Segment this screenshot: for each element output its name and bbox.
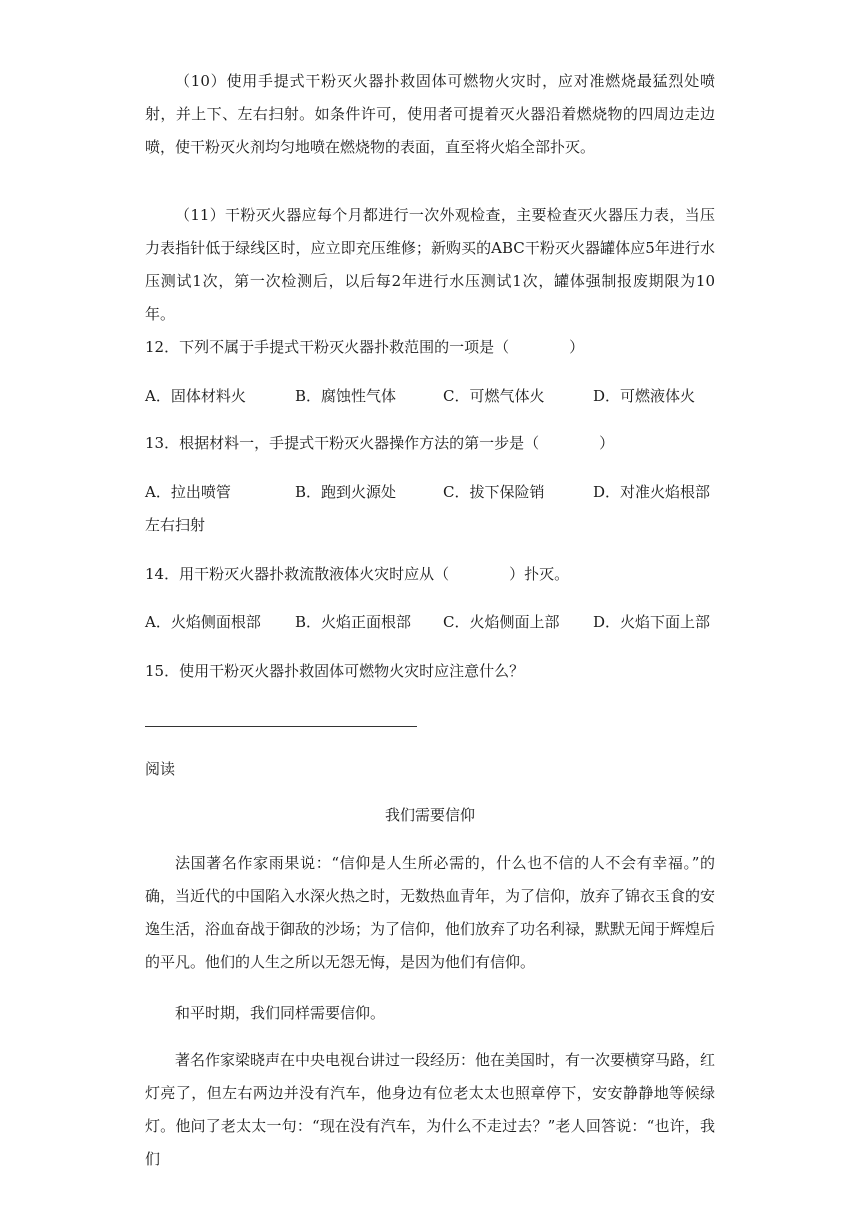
question-14-options	[145, 607, 725, 637]
question-13-options	[145, 477, 725, 507]
question-12-stem: 12．下列不属于手提式干粉灭火器扑救范围的一项是（ ）	[145, 338, 585, 356]
answer-blank-line[interactable]	[145, 726, 417, 727]
question-14-option-b[interactable]: B．火焰正面根部	[295, 613, 412, 631]
reading-paragraph-1: 法国著名作家雨果说：“信仰是人生所必需的，什么也不信的人不会有幸福。”的确，当近代的中国陷入水深火热之时，无数热血青年，为了信仰，放弃了锦衣玉食的安逸生活，浴血奋战于御敌的沙场；为了信仰，他们放弃了功名利禄，默默无闻于辉煌后的平凡。他们的人生之所以无怨无悔，是因为他们有信仰。	[145, 854, 716, 971]
reading-paragraph-3: 著名作家梁晓声在中央电视台讲过一段经历：他在美国时，有一次要横穿马路，红灯亮了，但左右两边并没有汽车，他身边有位老太太也照章停下，安安静静地等候绿灯。他问了老太太一句：“现在没有汽车，为什么不走过去？”老人回答说：“也许，我们	[145, 1051, 716, 1168]
question-13-option-c[interactable]: C．拔下保险销	[443, 483, 545, 501]
question-12-options	[145, 381, 725, 411]
reading-label: 阅读	[145, 760, 176, 778]
question-13-option-a[interactable]: A．拉出喷管	[145, 483, 231, 501]
question-12-option-b[interactable]: B．腐蚀性气体	[295, 387, 397, 405]
question-13-option-b[interactable]: B．跑到火源处	[295, 483, 397, 501]
question-14-option-a[interactable]: A．火焰侧面根部	[145, 613, 261, 631]
material-paragraph-11: （11）干粉灭火器应每个月都进行一次外观检查，主要检查灭火器压力表，当压力表指针低于绿线区时，应立即充压维修；新购买的ABC干粉灭火器罐体应5年进行水压测试1次，第一次检测后，以后每2年进行水压测试1次，罐体强制报废期限为10年。	[145, 206, 715, 323]
reading-paragraph-2: 和平时期，我们同样需要信仰。	[175, 1004, 386, 1022]
question-14-option-d[interactable]: D．火焰下面上部	[593, 613, 711, 631]
question-13-option-d[interactable]: D．对准火焰根部	[593, 483, 711, 501]
question-13-option-d-continued: 左右扫射	[145, 516, 206, 534]
question-12-option-a[interactable]: A．固体材料火	[145, 387, 246, 405]
reading-title: 我们需要信仰	[384, 806, 475, 824]
question-12-option-d[interactable]: D．可燃液体火	[593, 387, 696, 405]
question-15-stem: 15．使用干粉灭火器扑救固体可燃物火灾时应注意什么？	[145, 662, 525, 680]
question-12-option-c[interactable]: C．可燃气体火	[443, 387, 545, 405]
material-paragraph-10: （10）使用手提式干粉灭火器扑救固体可燃物火灾时，应对准燃烧最猛烈处喷射，并上下、左右扫射。如条件许可，使用者可提着灭火器沿着燃烧物的四周边走边喷，使干粉灭火剂均匀地喷在燃烧物的表面，直至将火焰全部扑灭。	[145, 72, 715, 156]
question-13-stem: 13．根据材料一，手提式干粉灭火器操作方法的第一步是（ ）	[145, 434, 615, 452]
question-14-option-c[interactable]: C．火焰侧面上部	[443, 613, 560, 631]
question-14-stem: 14．用干粉灭火器扑救流散液体火灾时应从（ ）扑灭。	[145, 565, 570, 583]
